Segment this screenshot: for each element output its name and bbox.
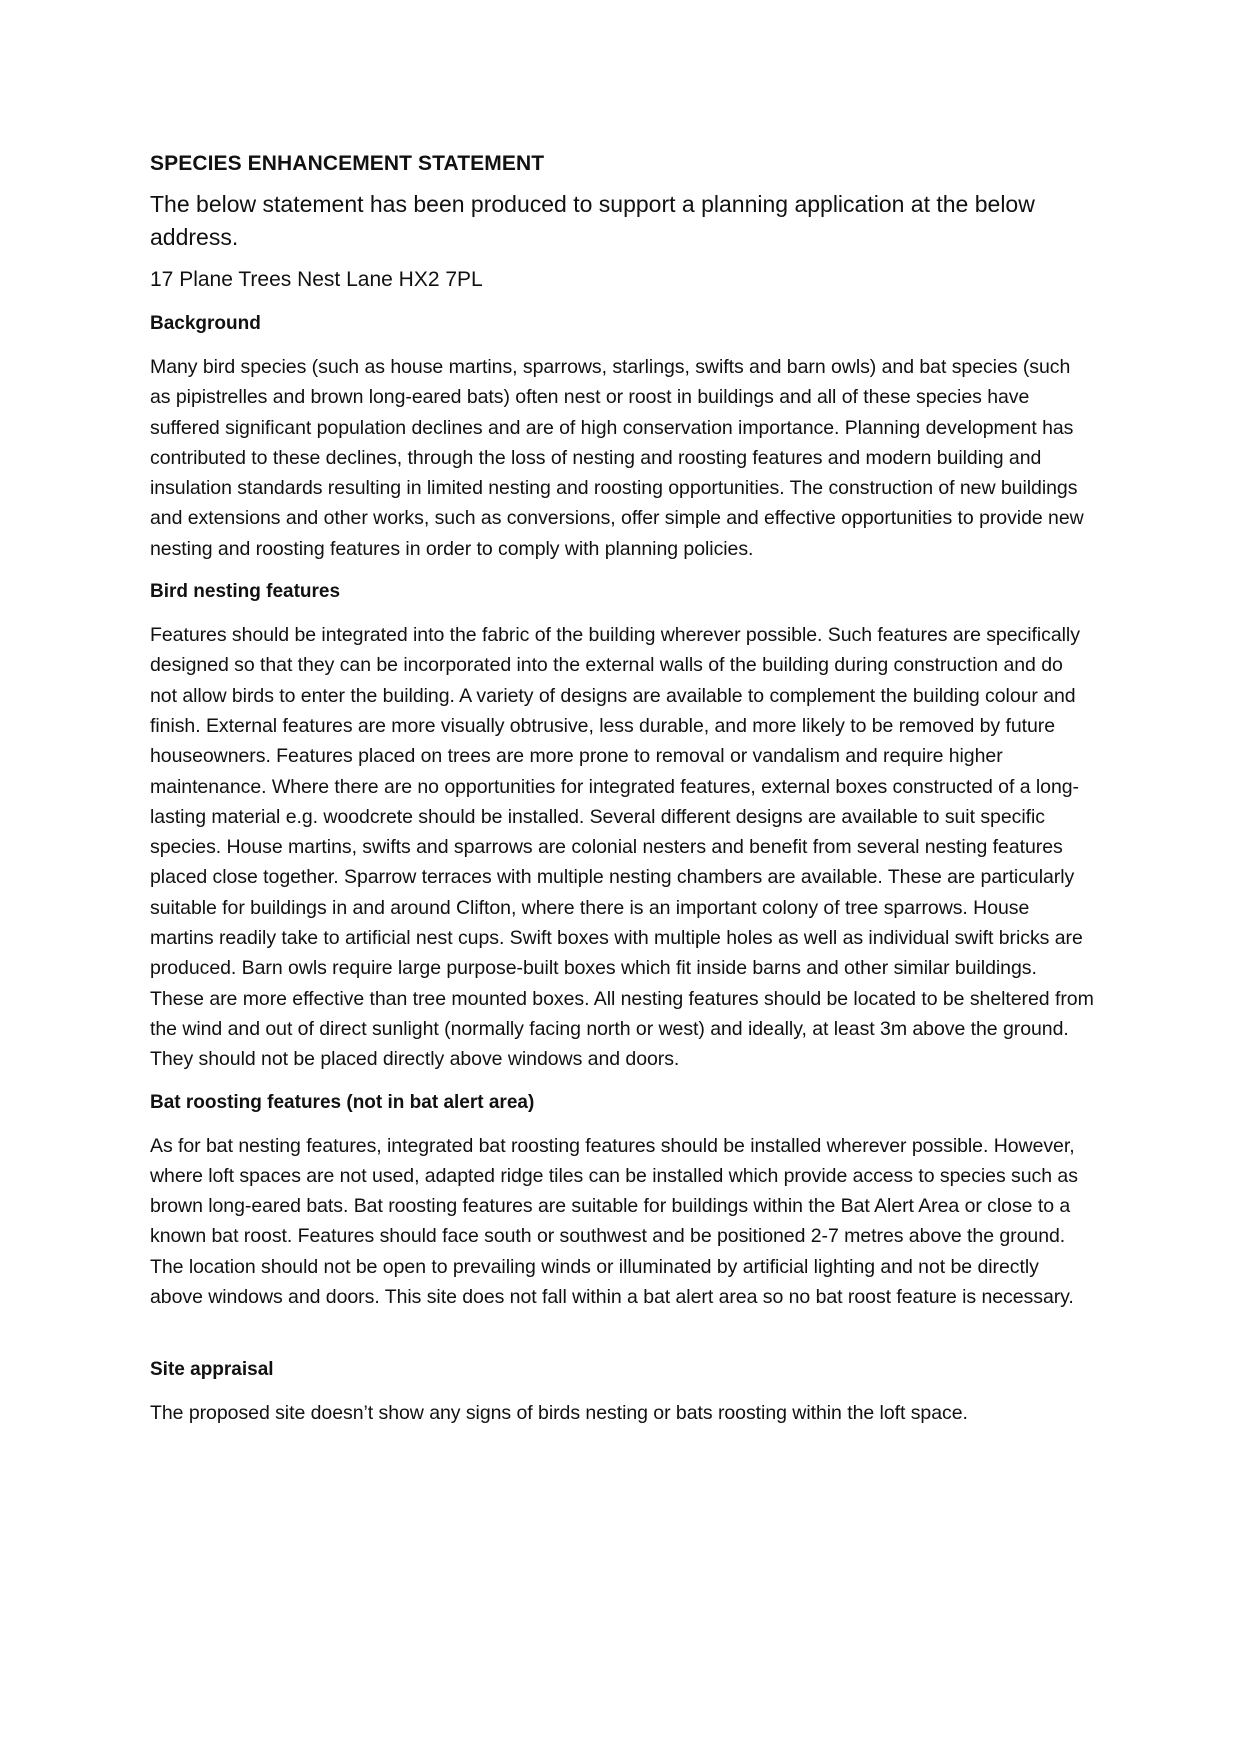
bat-roosting-heading: Bat roosting features (not in bat alert area) <box>150 1091 535 1113</box>
site-appraisal-heading: Site appraisal <box>150 1359 274 1381</box>
bat-roosting-paragraph: As for bat nesting features, integrated bat roosting features should be installed wherever possible. However, where loft spaces are not used, adapted ridge tiles can be installed which provide access to species such as brown long-eared bats. Bat roosting features are suitable for buildings within the Bat Alert Area or close to a known bat roost. Features should face south or southwest and be positioned 2-7 metres above the ground. The location should not be open to prevailing winds or illuminated by artificial lighting and not be directly above windows and doors. This site does not fall within a bat alert area so no bat roost feature is necessary. <box>150 1134 1078 1309</box>
site-appraisal-paragraph: The proposed site doesn’t show any signs of birds nesting or bats roosting within the loft space. <box>150 1402 968 1425</box>
intro-paragraph: The below statement has been produced to support a planning application at the below address. <box>150 191 1035 250</box>
site-address: 17 Plane Trees Nest Lane HX2 7PL <box>150 268 483 291</box>
document-title: SPECIES ENHANCEMENT STATEMENT <box>150 152 545 175</box>
section-spacer <box>150 1326 1095 1356</box>
background-heading: Background <box>150 313 261 334</box>
bird-nesting-heading: Bird nesting features <box>150 581 341 603</box>
background-paragraph: Many bird species (such as house martins, sparrows, starlings, swifts and barn owls) and bat species (such as pipistrelles and brown long-eared bats) often nest or roost in buildings and all of these species have suffered significant population declines and are of high conservation importance. Planning development has contributed to these declines, through the loss of nesting and roosting features and modern building and insulation standards resulting in limited nesting and roosting opportunities. The construction of new buildings and extensions and other works, such as conversions, offer simple and effective opportunities to provide new nesting and roosting features in order to comply with planning policies. <box>150 356 1084 560</box>
bird-nesting-paragraph: Features should be integrated into the fabric of the building wherever possible. Such features are specifically designed so that they can be incorporated into the external walls of the building during construction and do not allow birds to enter the building. A variety of designs are available to complement the building colour and finish. External features are more visually obtrusive, less durable, and more likely to be removed by future houseowners. Features placed on trees are more prone to removal or vandalism and require higher maintenance. Where there are no opportunities for integrated features, external boxes constructed of a long-lasting material e.g. woodcrete should be installed. Several different designs are available to suit specific species. House martins, swifts and sparrows are colonial nesters and benefit from several nesting features placed close together. Sparrow terraces with multiple nesting chambers are available. These are particularly suitable for buildings in and around Clifton, where there is an important colony of tree sparrows. House martins readily take to artificial nest cups. Swift boxes with multiple holes as well as individual swift bricks are produced. Barn owls require large purpose-built boxes which fit inside barns and other similar buildings. These are more effective than tree mounted boxes. All nesting features should be located to be sheltered from the wind and out of direct sunlight (normally facing north or west) and ideally, at least 3m above the ground. They should not be placed directly above windows and doors. <box>150 624 1094 1071</box>
document-page <box>150 150 1095 1443</box>
